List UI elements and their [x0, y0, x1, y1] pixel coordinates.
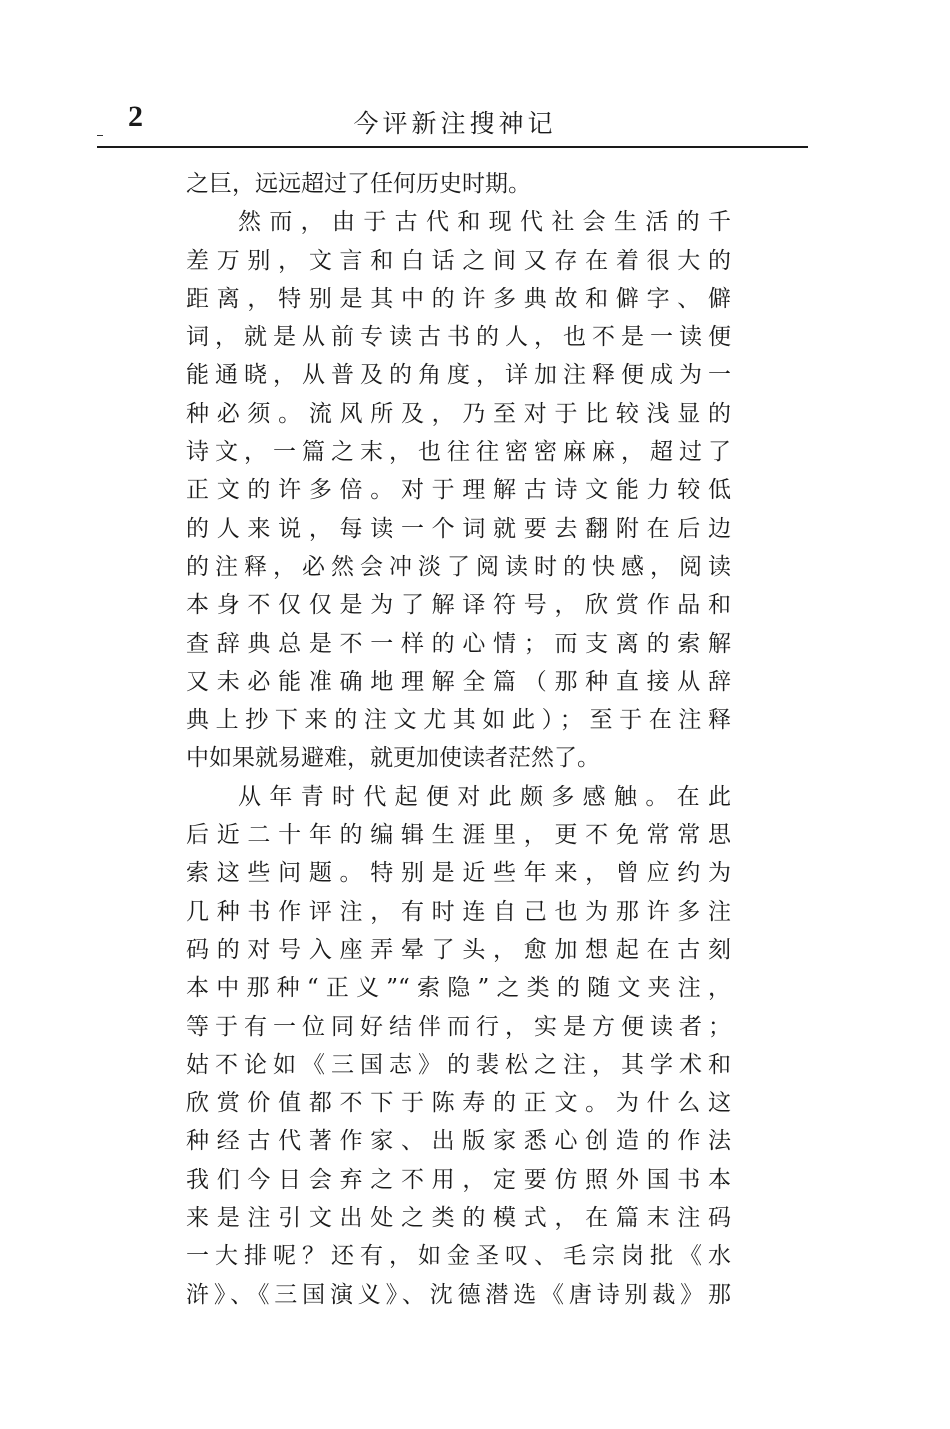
body-line: 距离，特别是其中的许多典故和僻字、僻 [186, 285, 731, 312]
header-tick-mark [97, 135, 103, 136]
running-header-title: 今评新注搜神记 [353, 109, 557, 138]
page-number: 2 [128, 100, 143, 133]
body-line: 等于有一位同好结伴而行，实是方便读者； [186, 1013, 731, 1040]
body-line: 正文的许多倍。对于理解古诗文能力较低 [186, 477, 731, 504]
body-line: 来是注引文出处之类的模式，在篇末注码 [186, 1205, 731, 1232]
body-line: 中如果就易避难，就更加使读者茫然了。 [186, 745, 600, 772]
body-line: 差万别，文言和白话之间又存在着很大的 [186, 247, 731, 274]
body-line: 后近二十年的编辑生涯里，更不免常常思 [186, 822, 731, 849]
body-line: 本身不仅仅是为了解译符号，欣赏作品和 [186, 592, 731, 619]
body-line: 浒》、《三国演义》、沈德潜选《唐诗别裁》那 [186, 1281, 731, 1308]
body-line: 索这些问题。特别是近些年来，曾应约为 [186, 860, 731, 887]
body-line: 典上抄下来的注文尤其如此）；至于在注释 [186, 707, 731, 734]
body-line: 种经古代著作家、出版家悉心创造的作法 [186, 1128, 731, 1155]
body-line: 我们今日会弃之不用，定要仿照外国书本 [186, 1166, 731, 1193]
header-rule [97, 146, 808, 148]
body-line: 之巨，远远超过了任何历史时期。 [186, 171, 531, 197]
body-line: 本中那种“正义”“索隐”之类的随文夹注， [186, 975, 731, 1002]
body-line: 的人来说，每读一个词就要去翻附在后边 [186, 515, 731, 542]
body-line: 码的对号入座弄晕了头，愈加想起在古刻 [186, 936, 731, 963]
body-line: 然而，由于古代和现代社会生活的千 [238, 209, 731, 236]
body-line: 诗文，一篇之末，也往往密密麻麻，超过了 [186, 439, 731, 466]
body-line: 能通晓，从普及的角度，详加注释便成为一 [186, 362, 731, 389]
body-line: 查辞典总是不一样的心情；而支离的索解 [186, 630, 731, 657]
body-line: 姑不论如《三国志》的裴松之注，其学术和 [186, 1051, 731, 1078]
body-line: 欣赏价值都不下于陈寿的正文。为什么这 [186, 1090, 731, 1117]
body-text [186, 165, 731, 1314]
body-line: 一大排呢？还有，如金圣叹、毛宗岗批《水 [186, 1243, 731, 1270]
body-line: 的注释，必然会冲淡了阅读时的快感，阅读 [186, 553, 731, 580]
body-line: 种必须。流风所及，乃至对于比较浅显的 [186, 400, 731, 427]
body-line: 又未必能准确地理解全篇（那种直接从辞 [186, 668, 731, 695]
body-line: 从年青时代起便对此颇多感触。在此 [238, 783, 731, 810]
body-line: 词，就是从前专读古书的人，也不是一读便 [186, 324, 731, 351]
body-line: 几种书作评注，有时连自己也为那许多注 [186, 898, 731, 925]
